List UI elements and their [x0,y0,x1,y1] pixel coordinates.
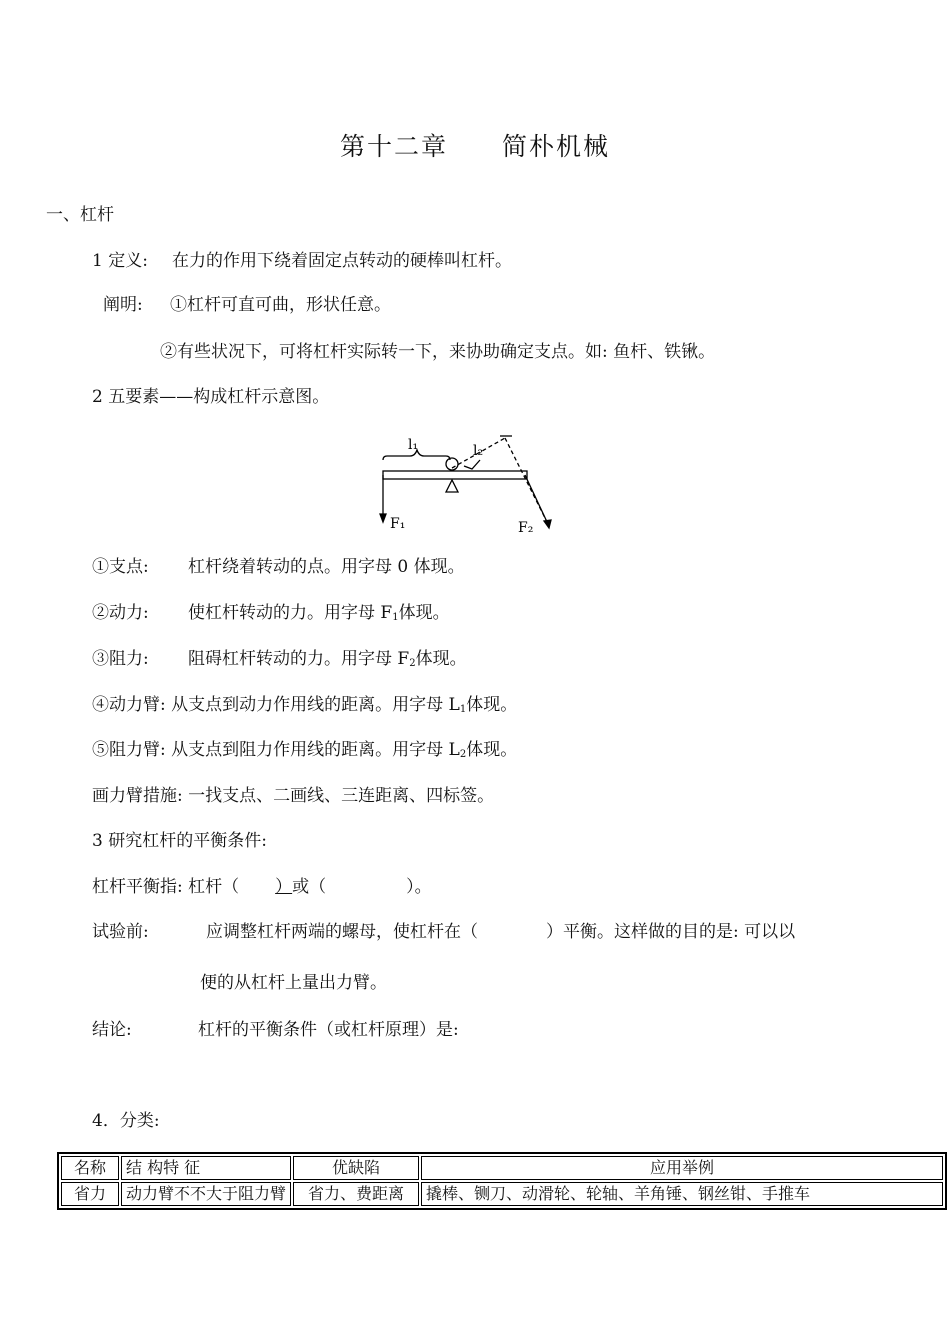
balance-meaning: 杠杆平衡指: 杠杆（ ）或（ ）。 [92,877,432,897]
fulcrum-pivot [446,458,458,470]
conclusion-text: 杠杆的平衡条件（或杠杆原理）是: [198,1020,459,1040]
lever-bar [383,471,527,479]
five-elements-heading: 2 五要素——构成杠杆示意图。 [92,387,330,407]
effort-label: ②动力: [92,603,149,623]
cell-structure: 动力臂不不大于阻力臂 [121,1182,291,1206]
load-text: 阻碍杠杆转动的力。用字母 $F_2$体现。 [188,649,467,669]
table-header-row [61,1156,943,1180]
classification-heading: 4．分类: [92,1111,160,1131]
header-examples: 应用举例 [421,1156,943,1180]
effort-text: 使杠杆转动的力。用字母 $F_1$体现。 [188,603,450,623]
cell-pros-cons: 省力、费距离 [293,1182,419,1206]
f2-label: F₂ [518,520,534,536]
note-2: ②有些状况下，可将杠杆实际转一下，来协助确定支点。如: 鱼杆、铁锹。 [160,342,716,362]
load-label: ③阻力: [92,649,149,669]
l2-label: l₂ [473,443,484,459]
classification-table [57,1152,947,1210]
header-pros-cons: 优缺陷 [293,1156,419,1180]
header-name: 名称 [61,1156,119,1180]
before-experiment-text: 应调整杠杆两端的螺母，使杠杆在（ ）平衡。这样做的目的是: 可以以 [206,922,796,942]
conclusion-label: 结论: [92,1020,132,1040]
f2-arrow-line [525,475,548,524]
table-row [61,1182,943,1206]
header-structure: 结 构特 征 [121,1156,291,1180]
fulcrum-label: ①支点: [92,557,149,577]
fulcrum-triangle [446,480,458,492]
l2-marker [464,460,480,469]
before-experiment-label: 试验前: [92,922,149,942]
definition-label: 1 定义: [92,251,148,271]
note-label: 阐明: [103,295,143,315]
definition-text: 在力的作用下绕着固定点转动的硬棒叫杠杆。 [172,251,512,271]
draw-arm-method: 画力臂措施: 一找支点、二画线、三连距离、四标签。 [92,786,495,806]
lever-diagram [372,430,572,540]
effort-arm-text: ④动力臂: 从支点到动力作用线的距离。用字母 $L_1$体现。 [92,695,518,715]
balance-heading: 3 研究杠杆的平衡条件: [92,831,267,851]
f2-arrowhead [544,520,551,528]
load-arm-text: ⑤阻力臂: 从支点到阻力作用线的距离。用字母 $L_2$体现。 [92,740,518,760]
cell-examples: 撬棒、铡刀、动滑轮、轮轴、羊角锤、钢丝钳、手推车 [421,1182,943,1206]
section-heading-lever: 一、杠杆 [46,205,114,225]
l1-label: l₁ [408,437,419,453]
page-title: 第十二章 简朴机械 [340,132,611,161]
note-1: ①杠杆可直可曲，形状任意。 [170,295,391,315]
cell-name: 省力 [61,1182,119,1206]
f1-label: F₁ [390,516,406,532]
before-experiment-text-2: 便的从杠杆上量出力臂。 [200,973,387,993]
f1-arrowhead [380,514,386,522]
fulcrum-text: 杠杆绕着转动的点。用字母 0 体现。 [188,557,465,577]
